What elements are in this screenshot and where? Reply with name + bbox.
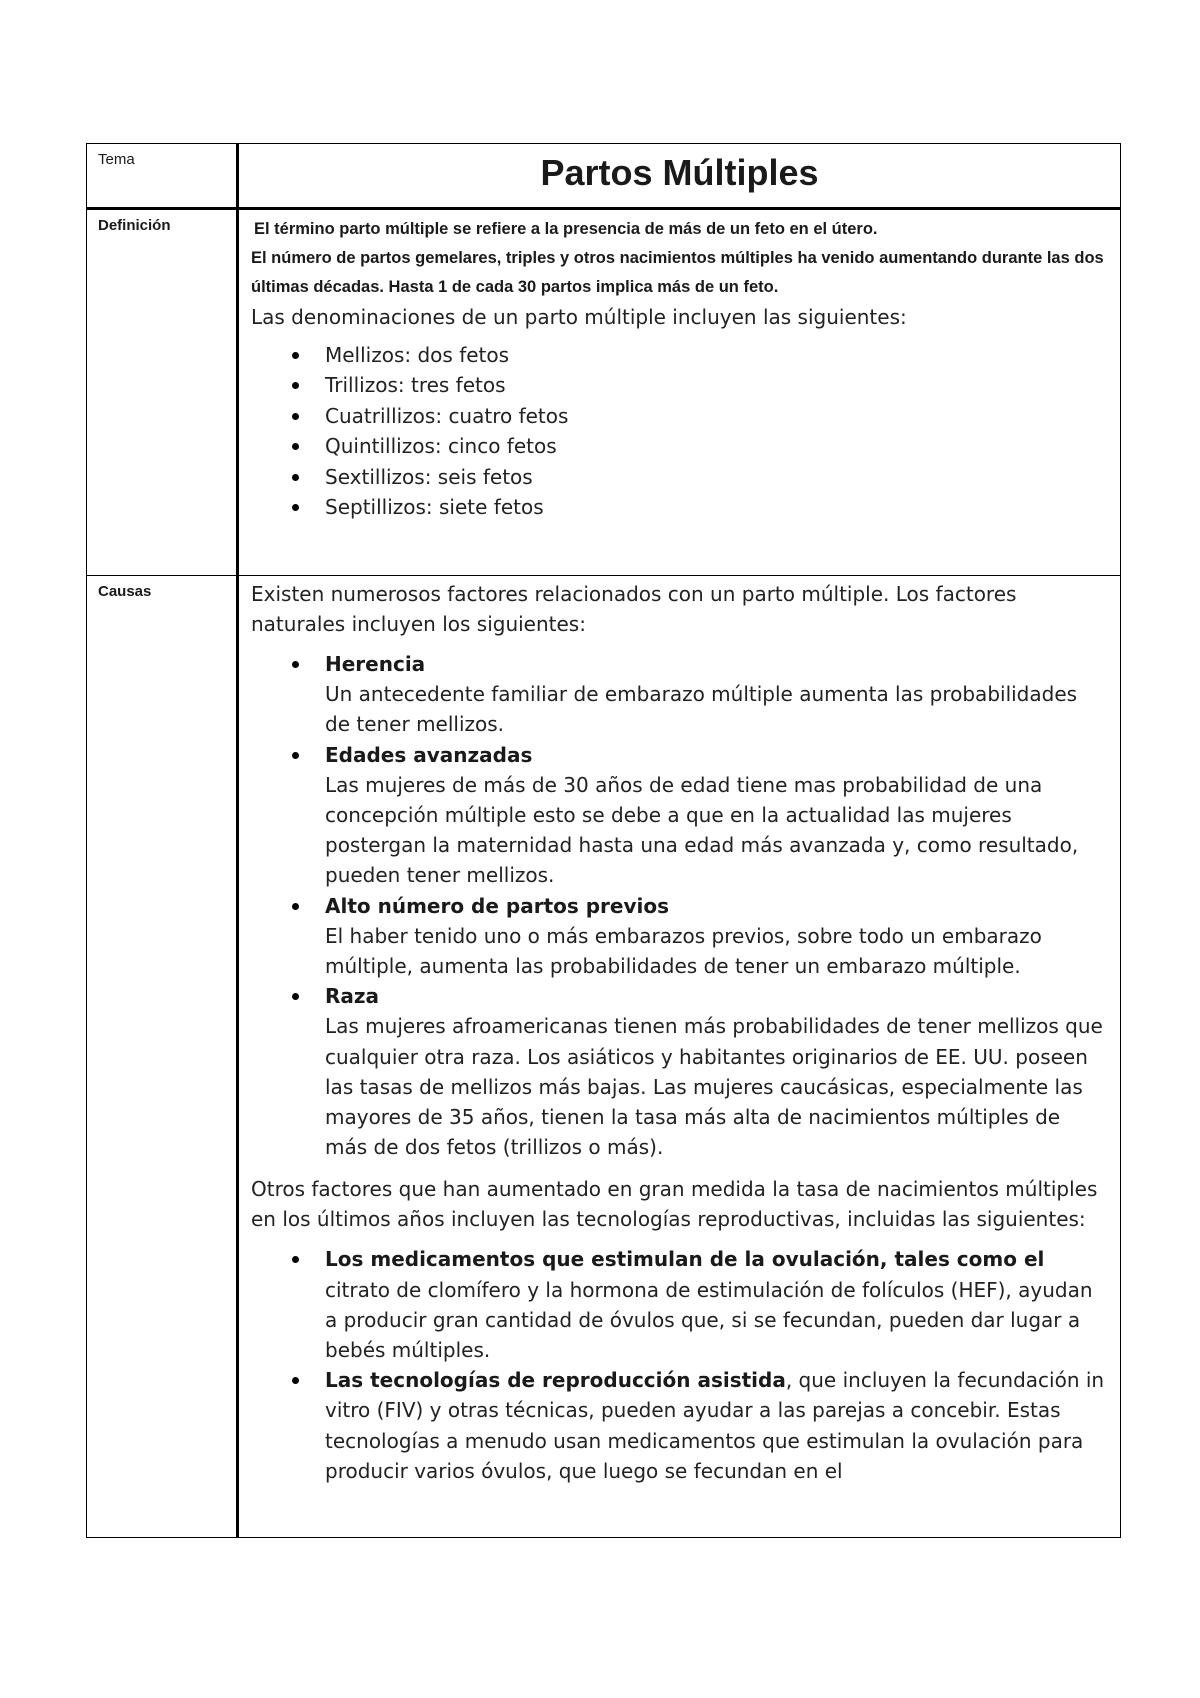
technology-heading: Los medicamentos que estimulan de la ovulación, tales como el [325, 1247, 1045, 1272]
factor-text: Las mujeres afroamericanas tienen más probabilidades de tener mellizos que cualquier otra raza. Los asiáticos y habitantes originarios de EE. UU. poseen las tasas de mellizos más bajas. Las mujeres caucásicas, especialmente las mayores de 35 años, tienen la tasa más alta de nacimientos múltiples de más de dos fetos (trillizos o más). [325, 1014, 1103, 1160]
list-item: Septillizos: siete fetos [325, 492, 1110, 522]
factor-text: El haber tenido uno o más embarazos previos, sobre todo un embarazo múltiple, aumenta las probabilidades de tener un embarazo múltiple. [325, 923, 1042, 979]
definition-row [87, 209, 1121, 576]
causes-cell [238, 576, 1121, 1538]
technologies-list [251, 1244, 1108, 1486]
page-title: Partos Múltiples [540, 152, 819, 193]
causes-intro: Existen numerosos factores relacionados con un parto múltiple. Los factores naturales incluyen los siguientes: [251, 582, 1017, 636]
natural-factors-list [251, 649, 1108, 1162]
definition-line: El número de partos gemelares, triples y otros nacimientos múltiples ha venido aumentando durante las dos últimas décadas. Hasta 1 de cada 30 partos implica más de un feto. [251, 249, 1104, 296]
denominations-list [251, 340, 1110, 522]
list-item: Cuatrillizos: cuatro fetos [325, 401, 1110, 431]
title-cell [238, 144, 1121, 209]
factor-text: Un antecedente familiar de embarazo múltiple aumenta las probabilidades de tener mellizos. [325, 682, 1078, 737]
topic-table [86, 143, 1121, 1538]
list-item [325, 740, 1108, 891]
topic-label: Tema [87, 144, 238, 209]
definition-intro: Las denominaciones de un parto múltiple incluyen las siguientes: [251, 305, 907, 329]
factor-heading: Herencia [325, 652, 426, 676]
technology-text: , que incluyen la fecundación in vitro (FIV) y otras técnicas, pueden ayudar a las parejas a concebir. Estas tecnologías a menudo usan medicamentos que estimulan la ovulación para producir varios óvulos, que luego se fecundan en el [325, 1368, 1105, 1483]
technology-heading: Las tecnologías de reproducción asistida [325, 1368, 786, 1393]
list-item [325, 649, 1108, 740]
list-item: Trillizos: tres fetos [325, 370, 1110, 400]
other-factors-intro: Otros factores que han aumentado en gran medida la tasa de nacimientos múltiples en los últimos años incluyen las tecnologías reproductivas, incluidas las siguientes: [251, 1177, 1098, 1232]
definition-label: Definición [87, 209, 238, 576]
list-item [325, 1365, 1108, 1486]
list-item: Quintillizos: cinco fetos [325, 431, 1110, 461]
factor-heading: Edades avanzadas [325, 742, 533, 767]
definition-cell [238, 209, 1121, 576]
factor-heading: Raza [325, 984, 380, 1009]
list-item [325, 981, 1108, 1162]
title-row [87, 144, 1121, 209]
list-item [325, 891, 1108, 982]
causes-row [87, 576, 1121, 1538]
technology-text: citrato de clomífero y la hormona de estimulación de folículos (HEF), ayudan a producir gran cantidad de óvulos que, si se fecundan, pueden dar lugar a bebés múltiples. [325, 1277, 1093, 1363]
factor-heading: Alto número de partos previos [325, 893, 670, 918]
causes-label: Causas [87, 576, 238, 1538]
list-item [325, 1244, 1108, 1365]
list-item: Sextillizos: seis fetos [325, 462, 1110, 492]
definition-line: El término parto múltiple se refiere a la presencia de más de un feto en el útero. [254, 220, 878, 238]
list-item: Mellizos: dos fetos [325, 340, 1110, 370]
factor-text: Las mujeres de más de 30 años de edad tiene mas probabilidad de una concepción múltiple esto se debe a que en la actualidad las mujeres postergan la maternidad hasta una edad más avanzada y, como resultado, pueden tener mellizos. [325, 772, 1079, 888]
